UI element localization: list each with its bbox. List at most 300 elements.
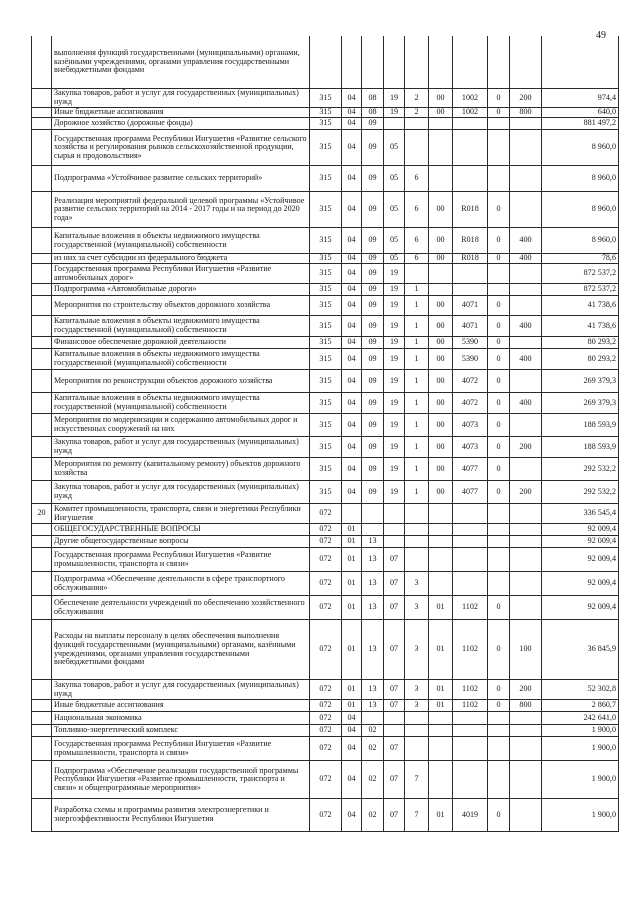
- code-program-cell: 07: [383, 700, 404, 711]
- amount-cell: 872 537,2: [541, 264, 619, 283]
- code-pr-cell: 09: [361, 228, 383, 253]
- code-vr-cell: [509, 192, 541, 227]
- code-rz-cell: 04: [341, 481, 361, 503]
- code-gr-cell: 072: [309, 700, 341, 711]
- code-pr-cell: 09: [361, 254, 383, 263]
- code-pr-cell: 13: [361, 548, 383, 571]
- code-program-cell: 07: [383, 572, 404, 595]
- code-event-cell: 00: [428, 108, 452, 117]
- code-rz-cell: 04: [341, 737, 361, 760]
- code-vr-cell: [509, 737, 541, 760]
- row-number-cell: [31, 36, 51, 88]
- item-name-cell: Закупка товаров, работ и услуг для государственных (муниципальных) нужд: [51, 437, 309, 457]
- table-row: [31, 316, 619, 337]
- item-name-cell: Реализация мероприятий федеральной целевой программы «Устойчивое развитие сельских территорий на 2014 - 2017 годы и на период до 2020 года»: [51, 192, 309, 227]
- code-rz-cell: 04: [341, 296, 361, 315]
- item-name-cell: Подпрограмма «Обеспечение деятельности в сфере транспортного обслуживания»: [51, 572, 309, 595]
- table-row: [31, 166, 619, 192]
- code-vr-cell: [509, 296, 541, 315]
- row-number-cell: [31, 524, 51, 535]
- code-vr-cell: 400: [509, 228, 541, 253]
- code-pr-cell: 08: [361, 89, 383, 107]
- code-event-cell: [428, 504, 452, 523]
- code-pr-cell: 13: [361, 680, 383, 699]
- code-direction-cell: 4019: [452, 799, 487, 831]
- code-vr-cell: [509, 596, 541, 619]
- code-direction-cell: 1102: [452, 680, 487, 699]
- table-row: [31, 349, 619, 370]
- code-program-cell: [383, 712, 404, 724]
- row-number-cell: [31, 458, 51, 480]
- code-subprogram-cell: [404, 548, 428, 571]
- code-event-cell: [428, 548, 452, 571]
- code-vr-cell: 400: [509, 254, 541, 263]
- code-subprogram-cell: 3: [404, 620, 428, 679]
- amount-cell: 2 860,7: [541, 700, 619, 711]
- code-subprogram-cell: 3: [404, 700, 428, 711]
- code-extra-cell: 0: [487, 89, 509, 107]
- code-extra-cell: 0: [487, 254, 509, 263]
- code-pr-cell: 09: [361, 166, 383, 191]
- code-pr-cell: 09: [361, 130, 383, 165]
- code-pr-cell: 09: [361, 481, 383, 503]
- code-rz-cell: 04: [341, 316, 361, 336]
- code-rz-cell: 04: [341, 799, 361, 831]
- code-extra-cell: [487, 264, 509, 283]
- code-pr-cell: 09: [361, 118, 383, 129]
- code-subprogram-cell: [404, 725, 428, 736]
- code-pr-cell: 09: [361, 458, 383, 480]
- code-program-cell: 19: [383, 349, 404, 369]
- code-rz-cell: 04: [341, 393, 361, 413]
- code-program-cell: [383, 536, 404, 547]
- amount-cell: 188 593,9: [541, 414, 619, 436]
- amount-cell: 8 960,0: [541, 130, 619, 165]
- table-row: [31, 725, 619, 737]
- code-direction-cell: 1102: [452, 620, 487, 679]
- code-gr-cell: 315: [309, 166, 341, 191]
- code-event-cell: [428, 725, 452, 736]
- code-vr-cell: [509, 524, 541, 535]
- row-number-cell: [31, 481, 51, 503]
- code-gr-cell: 072: [309, 536, 341, 547]
- code-rz-cell: 04: [341, 254, 361, 263]
- amount-cell: [541, 36, 619, 88]
- code-subprogram-cell: [404, 118, 428, 129]
- amount-cell: 1 900,0: [541, 737, 619, 760]
- code-program-cell: 05: [383, 166, 404, 191]
- item-name-cell: Иные бюджетные ассигнования: [51, 108, 309, 117]
- code-rz-cell: 04: [341, 108, 361, 117]
- code-direction-cell: [452, 166, 487, 191]
- table-row: [31, 437, 619, 458]
- code-gr-cell: 072: [309, 799, 341, 831]
- table-row: [31, 393, 619, 414]
- code-subprogram-cell: 6: [404, 228, 428, 253]
- row-number-cell: [31, 548, 51, 571]
- code-gr-cell: 072: [309, 548, 341, 571]
- code-gr-cell: 315: [309, 481, 341, 503]
- code-extra-cell: 0: [487, 700, 509, 711]
- amount-cell: 1 900,0: [541, 761, 619, 798]
- code-event-cell: 01: [428, 700, 452, 711]
- code-program-cell: 05: [383, 130, 404, 165]
- code-extra-cell: [487, 761, 509, 798]
- item-name-cell: Государственная программа Республики Ингушетия «Развитие автомобильных дорог»: [51, 264, 309, 283]
- row-number-cell: [31, 166, 51, 191]
- code-event-cell: 01: [428, 620, 452, 679]
- code-gr-cell: 315: [309, 437, 341, 457]
- code-extra-cell: 0: [487, 370, 509, 392]
- code-rz-cell: 01: [341, 548, 361, 571]
- code-gr-cell: [309, 36, 341, 88]
- code-event-cell: 00: [428, 316, 452, 336]
- code-event-cell: [428, 761, 452, 798]
- code-program-cell: 07: [383, 680, 404, 699]
- amount-cell: 92 009,4: [541, 548, 619, 571]
- code-direction-cell: R018: [452, 254, 487, 263]
- code-subprogram-cell: 1: [404, 370, 428, 392]
- code-extra-cell: [487, 536, 509, 547]
- code-extra-cell: [487, 504, 509, 523]
- code-pr-cell: 09: [361, 316, 383, 336]
- row-number-cell: [31, 337, 51, 348]
- code-program-cell: 19: [383, 89, 404, 107]
- code-rz-cell: 04: [341, 192, 361, 227]
- table-row: [31, 712, 619, 725]
- code-rz-cell: 04: [341, 337, 361, 348]
- code-event-cell: [428, 118, 452, 129]
- amount-cell: 269 379,3: [541, 393, 619, 413]
- code-pr-cell: 02: [361, 799, 383, 831]
- code-gr-cell: 072: [309, 524, 341, 535]
- code-pr-cell: [361, 36, 383, 88]
- code-vr-cell: [509, 264, 541, 283]
- code-vr-cell: 100: [509, 620, 541, 679]
- code-event-cell: 00: [428, 437, 452, 457]
- code-direction-cell: 5390: [452, 349, 487, 369]
- row-number-cell: [31, 254, 51, 263]
- item-name-cell: Обеспечение деятельности учреждений по обеспечению хозяйственного обслуживания: [51, 596, 309, 619]
- code-program-cell: 19: [383, 458, 404, 480]
- code-subprogram-cell: 1: [404, 284, 428, 295]
- code-vr-cell: [509, 799, 541, 831]
- item-name-cell: Мероприятия по ремонту (капитальному ремонту) объектов дорожного хозяйства: [51, 458, 309, 480]
- code-subprogram-cell: 1: [404, 458, 428, 480]
- code-gr-cell: 072: [309, 572, 341, 595]
- code-rz-cell: [341, 36, 361, 88]
- code-program-cell: 19: [383, 437, 404, 457]
- code-program-cell: [383, 36, 404, 88]
- code-vr-cell: 200: [509, 481, 541, 503]
- item-name-cell: ОБЩЕГОСУДАРСТВЕННЫЕ ВОПРОСЫ: [51, 524, 309, 535]
- code-rz-cell: 04: [341, 437, 361, 457]
- code-direction-cell: [452, 737, 487, 760]
- code-subprogram-cell: 3: [404, 596, 428, 619]
- code-program-cell: 19: [383, 370, 404, 392]
- table-row: [31, 130, 619, 166]
- amount-cell: 872 537,2: [541, 284, 619, 295]
- code-program-cell: 07: [383, 761, 404, 798]
- amount-cell: 188 593,9: [541, 437, 619, 457]
- row-number-cell: [31, 130, 51, 165]
- code-pr-cell: 09: [361, 296, 383, 315]
- row-number-cell: [31, 572, 51, 595]
- code-subprogram-cell: 1: [404, 296, 428, 315]
- amount-cell: 8 960,0: [541, 192, 619, 227]
- code-rz-cell: 01: [341, 536, 361, 547]
- code-event-cell: 00: [428, 458, 452, 480]
- code-direction-cell: [452, 712, 487, 724]
- code-extra-cell: 0: [487, 296, 509, 315]
- code-extra-cell: 0: [487, 620, 509, 679]
- code-vr-cell: 200: [509, 680, 541, 699]
- code-program-cell: 19: [383, 414, 404, 436]
- amount-cell: 292 532,2: [541, 481, 619, 503]
- code-direction-cell: [452, 504, 487, 523]
- code-subprogram-cell: 1: [404, 437, 428, 457]
- code-vr-cell: [509, 36, 541, 88]
- amount-cell: 881 497,2: [541, 118, 619, 129]
- code-rz-cell: 04: [341, 414, 361, 436]
- code-program-cell: [383, 118, 404, 129]
- code-program-cell: 05: [383, 192, 404, 227]
- code-gr-cell: 315: [309, 414, 341, 436]
- table-row: [31, 228, 619, 254]
- code-subprogram-cell: [404, 737, 428, 760]
- code-event-cell: 00: [428, 89, 452, 107]
- row-number-cell: [31, 712, 51, 724]
- code-subprogram-cell: [404, 712, 428, 724]
- amount-cell: 640,0: [541, 108, 619, 117]
- code-event-cell: [428, 524, 452, 535]
- code-gr-cell: 072: [309, 620, 341, 679]
- code-direction-cell: [452, 264, 487, 283]
- row-number-cell: [31, 89, 51, 107]
- code-pr-cell: 09: [361, 393, 383, 413]
- code-gr-cell: 072: [309, 596, 341, 619]
- table-row: [31, 737, 619, 761]
- code-vr-cell: [509, 572, 541, 595]
- code-direction-cell: 1002: [452, 108, 487, 117]
- table-row: [31, 296, 619, 316]
- row-number-cell: [31, 437, 51, 457]
- table-row: [31, 548, 619, 572]
- item-name-cell: из них за счет субсидии из федерального бюджета: [51, 254, 309, 263]
- item-name-cell: Мероприятия по строительству объектов дорожного хозяйства: [51, 296, 309, 315]
- code-direction-cell: [452, 536, 487, 547]
- code-gr-cell: 315: [309, 296, 341, 315]
- code-direction-cell: [452, 284, 487, 295]
- budget-table: [31, 36, 619, 832]
- code-direction-cell: 4071: [452, 296, 487, 315]
- code-program-cell: 07: [383, 596, 404, 619]
- code-subprogram-cell: 3: [404, 572, 428, 595]
- code-extra-cell: 0: [487, 596, 509, 619]
- code-subprogram-cell: [404, 524, 428, 535]
- table-row: [31, 572, 619, 596]
- code-pr-cell: 09: [361, 349, 383, 369]
- row-number-cell: [31, 393, 51, 413]
- code-vr-cell: [509, 725, 541, 736]
- code-rz-cell: 04: [341, 130, 361, 165]
- code-rz-cell: 04: [341, 349, 361, 369]
- code-vr-cell: [509, 548, 541, 571]
- code-gr-cell: 315: [309, 264, 341, 283]
- row-number-cell: [31, 737, 51, 760]
- row-number-cell: [31, 680, 51, 699]
- code-vr-cell: [509, 414, 541, 436]
- row-number-cell: [31, 192, 51, 227]
- row-number-cell: [31, 108, 51, 117]
- code-rz-cell: 01: [341, 680, 361, 699]
- code-subprogram-cell: [404, 36, 428, 88]
- code-extra-cell: 0: [487, 349, 509, 369]
- item-name-cell: Государственная программа Республики Ингушетия «Развитие сельского хозяйства и регулирования рынков сельскохозяйственной продукции, сырья и продовольствия»: [51, 130, 309, 165]
- amount-cell: 974,4: [541, 89, 619, 107]
- code-direction-cell: 1102: [452, 596, 487, 619]
- code-pr-cell: 13: [361, 536, 383, 547]
- code-direction-cell: [452, 130, 487, 165]
- table-row: [31, 761, 619, 799]
- code-extra-cell: 0: [487, 458, 509, 480]
- row-number-cell: [31, 284, 51, 295]
- code-direction-cell: R018: [452, 192, 487, 227]
- item-name-cell: Подпрограмма «Обеспечение реализации государственной программы Республики Ингушетия «Развитие промышленности, транспорта и связи» и общепрограммные мероприятия»: [51, 761, 309, 798]
- table-row: [31, 700, 619, 712]
- amount-cell: 41 738,6: [541, 296, 619, 315]
- code-extra-cell: 0: [487, 337, 509, 348]
- item-name-cell: Расходы на выплаты персоналу в целях обеспечения выполнения функций государственными (муниципальными) органами, казёнными учреждениями, органами управления государственными внебюджетными фондами: [51, 620, 309, 679]
- code-program-cell: [383, 725, 404, 736]
- table-row: [31, 536, 619, 548]
- item-name-cell: Государственная программа Республики Ингушетия «Развитие промышленности, транспорта и связи»: [51, 737, 309, 760]
- code-event-cell: 00: [428, 254, 452, 263]
- code-direction-cell: [452, 524, 487, 535]
- code-extra-cell: 0: [487, 481, 509, 503]
- code-vr-cell: [509, 130, 541, 165]
- item-name-cell: Закупка товаров, работ и услуг для государственных (муниципальных) нужд: [51, 89, 309, 107]
- code-vr-cell: 200: [509, 89, 541, 107]
- code-gr-cell: 315: [309, 118, 341, 129]
- code-extra-cell: [487, 737, 509, 760]
- code-direction-cell: [452, 548, 487, 571]
- table-row: [31, 524, 619, 536]
- row-number-cell: [31, 264, 51, 283]
- code-program-cell: [383, 504, 404, 523]
- code-event-cell: [428, 130, 452, 165]
- code-subprogram-cell: 2: [404, 108, 428, 117]
- row-number-cell: [31, 316, 51, 336]
- code-pr-cell: [361, 712, 383, 724]
- code-extra-cell: 0: [487, 108, 509, 117]
- table-row: [31, 596, 619, 620]
- item-name-cell: Иные бюджетные ассигнования: [51, 700, 309, 711]
- code-rz-cell: 04: [341, 264, 361, 283]
- amount-cell: 80 293,2: [541, 337, 619, 348]
- code-direction-cell: 1102: [452, 700, 487, 711]
- item-name-cell: Национальная экономика: [51, 712, 309, 724]
- code-direction-cell: 4072: [452, 370, 487, 392]
- code-pr-cell: 13: [361, 572, 383, 595]
- table-row: [31, 799, 619, 832]
- code-direction-cell: 4077: [452, 481, 487, 503]
- code-vr-cell: 400: [509, 349, 541, 369]
- code-extra-cell: 0: [487, 437, 509, 457]
- code-subprogram-cell: 7: [404, 799, 428, 831]
- code-vr-cell: 800: [509, 108, 541, 117]
- row-number-cell: [31, 725, 51, 736]
- code-direction-cell: 4073: [452, 437, 487, 457]
- code-program-cell: 19: [383, 264, 404, 283]
- code-direction-cell: 4072: [452, 393, 487, 413]
- row-number-cell: [31, 761, 51, 798]
- code-direction-cell: 5390: [452, 337, 487, 348]
- code-rz-cell: 04: [341, 228, 361, 253]
- code-extra-cell: [487, 572, 509, 595]
- code-gr-cell: 315: [309, 192, 341, 227]
- row-number-cell: [31, 536, 51, 547]
- page-number: 49: [596, 30, 606, 41]
- code-pr-cell: 02: [361, 761, 383, 798]
- code-direction-cell: R018: [452, 228, 487, 253]
- row-number-cell: [31, 228, 51, 253]
- code-gr-cell: 315: [309, 458, 341, 480]
- row-number-cell: [31, 700, 51, 711]
- code-rz-cell: 04: [341, 89, 361, 107]
- code-extra-cell: 0: [487, 393, 509, 413]
- code-event-cell: 00: [428, 393, 452, 413]
- code-extra-cell: 0: [487, 414, 509, 436]
- code-event-cell: [428, 737, 452, 760]
- row-number-cell: [31, 596, 51, 619]
- item-name-cell: Подпрограмма «Устойчивое развитие сельских территорий»: [51, 166, 309, 191]
- code-vr-cell: [509, 337, 541, 348]
- code-subprogram-cell: 6: [404, 166, 428, 191]
- code-extra-cell: 0: [487, 316, 509, 336]
- code-vr-cell: 800: [509, 700, 541, 711]
- table-row: [31, 414, 619, 437]
- code-extra-cell: 0: [487, 680, 509, 699]
- code-event-cell: 00: [428, 337, 452, 348]
- code-extra-cell: [487, 524, 509, 535]
- code-direction-cell: [452, 761, 487, 798]
- table-row: [31, 264, 619, 284]
- amount-cell: 1 900,0: [541, 799, 619, 831]
- code-pr-cell: 09: [361, 192, 383, 227]
- code-subprogram-cell: 6: [404, 192, 428, 227]
- amount-cell: 92 009,4: [541, 536, 619, 547]
- code-event-cell: 00: [428, 192, 452, 227]
- code-gr-cell: 315: [309, 89, 341, 107]
- item-name-cell: Капитальные вложения в объекты недвижимого имущества государственной (муниципальной) собственности: [51, 228, 309, 253]
- table-row: [31, 504, 619, 524]
- code-rz-cell: 04: [341, 370, 361, 392]
- code-extra-cell: 0: [487, 228, 509, 253]
- code-extra-cell: [487, 548, 509, 571]
- code-subprogram-cell: 1: [404, 393, 428, 413]
- code-event-cell: 01: [428, 680, 452, 699]
- table-row: [31, 458, 619, 481]
- amount-cell: 269 379,3: [541, 370, 619, 392]
- code-pr-cell: [361, 504, 383, 523]
- item-name-cell: Дорожное хозяйство (дорожные фонды): [51, 118, 309, 129]
- code-vr-cell: [509, 118, 541, 129]
- code-gr-cell: 072: [309, 737, 341, 760]
- item-name-cell: Мероприятия по модернизации и содержанию автомобильных дорог и искусственных сооружений на них: [51, 414, 309, 436]
- row-number-cell: [31, 799, 51, 831]
- code-gr-cell: 315: [309, 284, 341, 295]
